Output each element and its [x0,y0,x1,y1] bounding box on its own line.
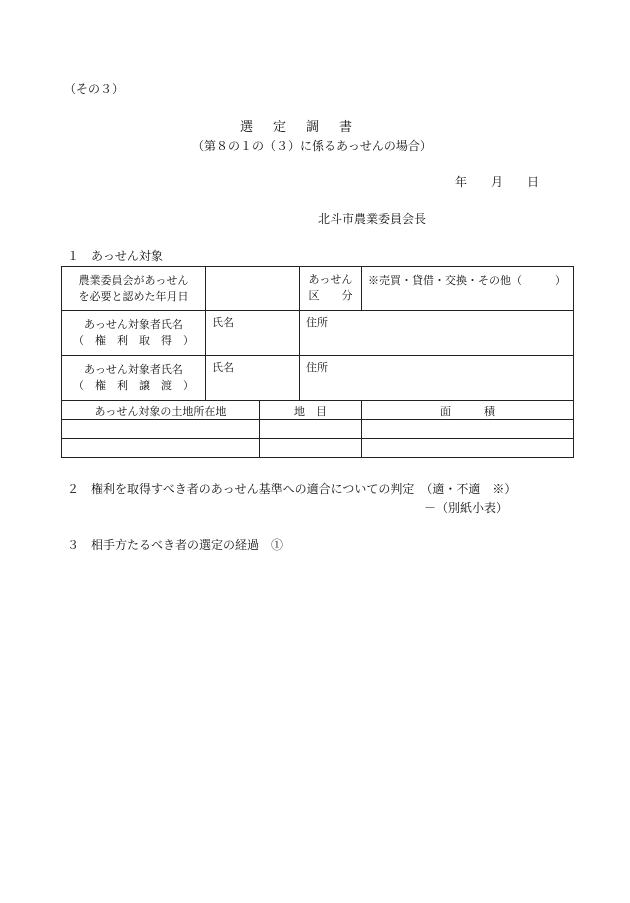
recognized-date-label-line1: 農業委員会があっせん [78,274,189,287]
recognized-date-value-cell[interactable] [206,267,300,311]
land-category-header: 地 目 [260,401,362,420]
addressee: 北斗市農業委員会長 [318,212,427,226]
transferor-address-label: 住所 [306,361,328,374]
table-row [62,420,574,439]
transferor-name-cell[interactable] [206,356,300,401]
section1-heading: １ あっせん対象 [67,249,163,263]
table-row [62,439,574,458]
land-category-cell[interactable] [260,420,362,439]
acquirer-label-line2: （ 権 利 取 得 ） [73,334,194,347]
transferor-label-line2: （ 権 利 譲 渡 ） [73,379,194,392]
section2-note: －（別紙小表） [424,501,509,515]
land-area-header: 面 積 [362,401,574,420]
section2-heading: ２ 権利を取得すべき者のあっせん基準への適合についての判定 （適・不適 ※） [67,482,517,496]
acquirer-label-line1: あっせん対象者氏名 [84,318,183,331]
land-category-cell[interactable] [260,439,362,458]
transferor-name-label: 氏名 [212,361,234,374]
document-title: 選定調書 [240,120,373,135]
acquirer-address-cell[interactable] [300,311,574,356]
transferor-address-cell[interactable] [300,356,574,401]
transferor-label-line1: あっせん対象者氏名 [84,363,183,376]
acquirer-address-label: 住所 [306,316,328,329]
recognized-date-label-cell [62,267,206,311]
mediation-type-label-cell [300,267,362,311]
recognized-date-label-line2: を必要と認めた年月日 [78,290,189,303]
acquirer-name-label: 氏名 [212,316,234,329]
recognized-date-value [206,267,299,275]
land-location-cell[interactable] [62,420,260,439]
land-area-cell[interactable] [362,439,574,458]
form-number: （その３） [64,82,125,96]
mediation-target-table [61,266,574,458]
section3-heading: ３ 相手方たるべき者の選定の経過 ① [67,538,284,552]
mediation-type-options: ※売買・貸借・交換・その他（ ） [368,274,566,287]
date-line: 年 月 日 [455,175,540,189]
mediation-type-value-cell[interactable] [362,267,574,311]
land-area-cell[interactable] [362,420,574,439]
transferor-label-cell [62,356,206,401]
acquirer-name-cell[interactable] [206,311,300,356]
mediation-type-label-line2: 区 分 [308,289,353,302]
land-location-header: あっせん対象の土地所在地 [62,401,260,420]
document-subtitle: （第８の１の（３）に係るあっせんの場合） [192,139,432,153]
mediation-type-label-line1: あっせん [308,273,353,286]
land-location-cell[interactable] [62,439,260,458]
acquirer-label-cell [62,311,206,356]
